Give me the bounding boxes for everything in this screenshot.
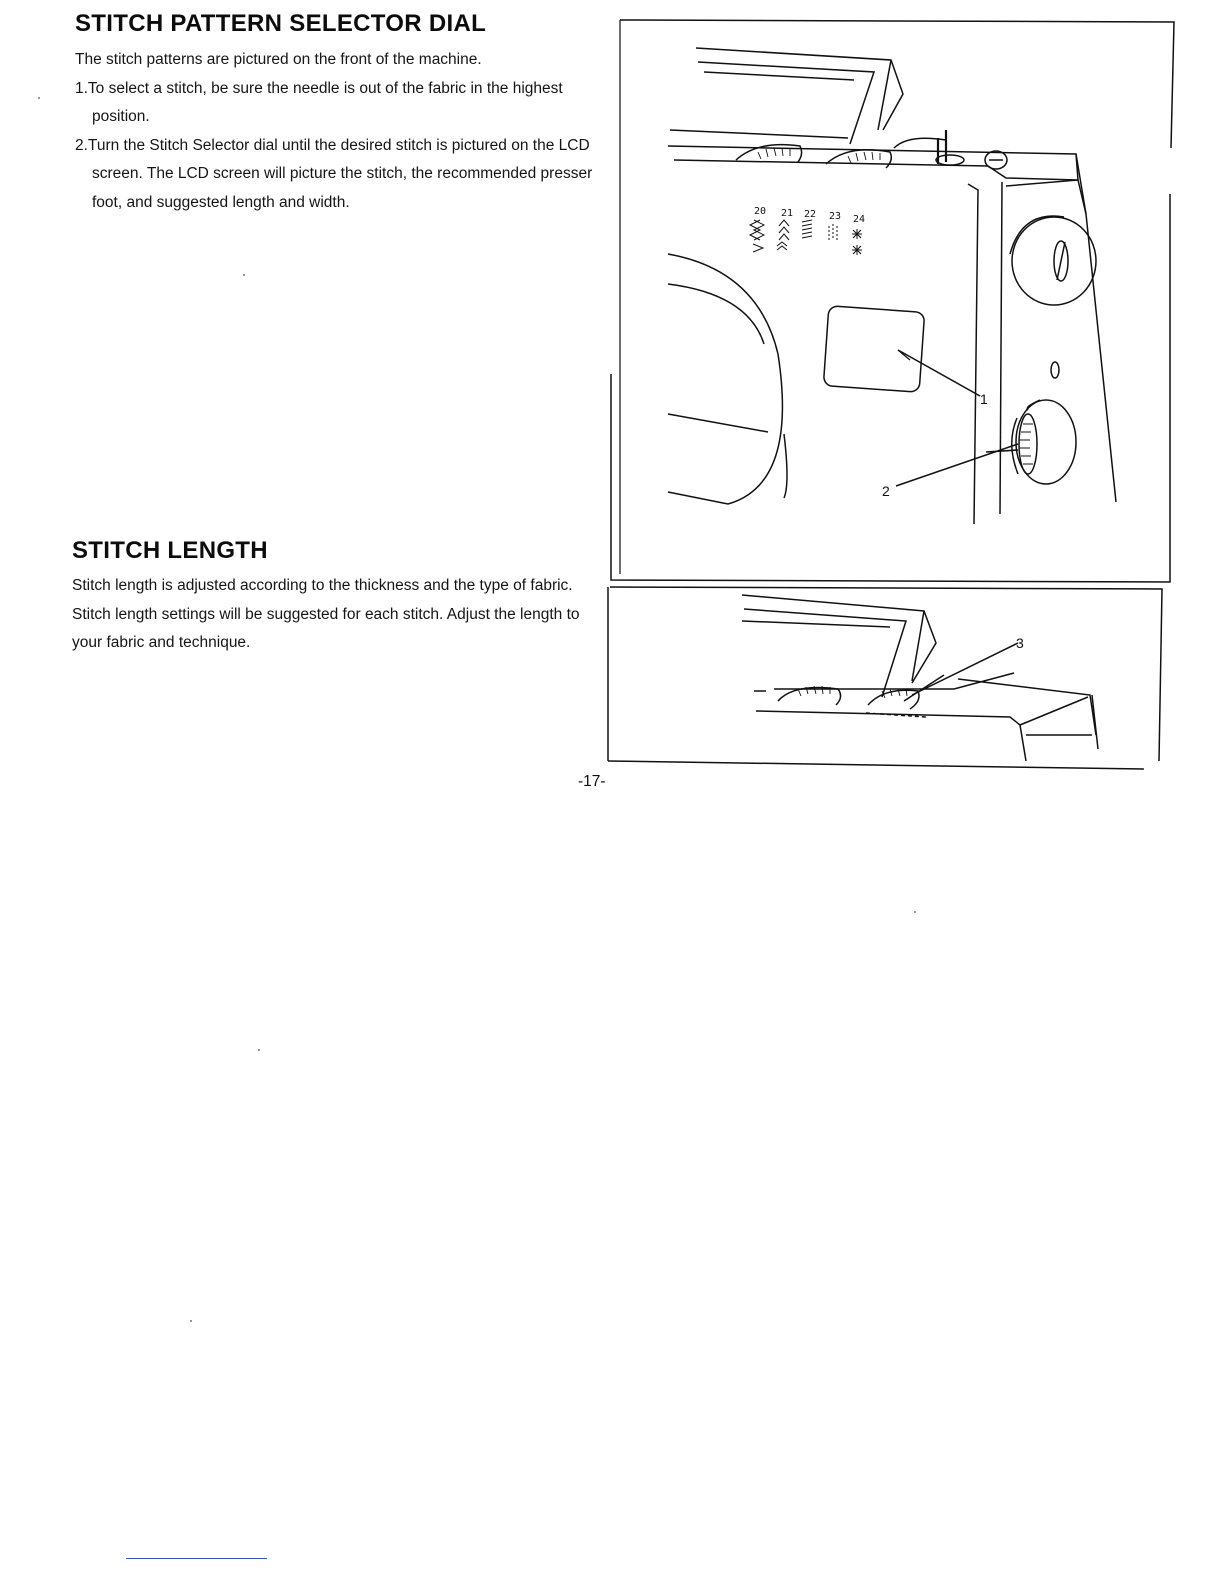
stitch-length-text [72,572,600,658]
machine-front-illustration [608,14,1176,592]
section-title-selector-dial: STITCH PATTERN SELECTOR DIAL [75,10,487,37]
scan-speck [190,1320,192,1322]
stitch-symbol-23 [829,224,837,240]
frame-top [620,20,1174,148]
selector-dial-text [75,46,595,217]
page-number: -17- [578,773,606,790]
callout-2: 2 [882,483,890,499]
selector-step-2: 2.Turn the Stitch Selector dial until the desired stitch is pictured on the LCD screen. The LCD screen will picture the stitch, the recommended presser foot, and suggested length and width. [75,136,593,211]
stitch-number-20: 20 [754,206,767,217]
callout-3: 3 [1016,635,1024,651]
stitch-symbol-24 [852,229,862,239]
stitch-symbol-20 [750,220,764,240]
stitch-length-drawing [606,585,1166,773]
stitch-number-21: 21 [781,208,794,219]
machine-front-drawing [608,14,1176,592]
stitch-number-22: 22 [804,209,817,220]
frame-right-bottom [611,194,1170,582]
scan-speck [914,911,916,913]
stitch-length-body: Stitch length is adjusted according to the thickness and the type of fabric. Stitch length settings will be suggested for each stitch. Adjust the length to your fabric and technique. [72,577,580,651]
stitch-symbol-22 [802,220,812,238]
stitch-symbols [750,220,862,255]
stitch-length-illustration [606,585,1166,773]
stitch-number-24: 24 [853,214,866,225]
selector-step-1: 1.To select a stitch, be sure the needle is out of the fabric in the highest position. [75,79,563,125]
scan-speck [38,97,40,99]
scan-speck [243,274,245,276]
section-title-stitch-length: STITCH LENGTH [72,537,268,564]
scan-speck [258,1049,260,1051]
stitch-symbol-21 [779,220,789,240]
selector-intro: The stitch patterns are pictured on the front of the machine. [75,51,482,68]
footer-rule [126,1558,267,1559]
callout-1: 1 [980,391,988,407]
stitch-number-23: 23 [829,211,842,222]
